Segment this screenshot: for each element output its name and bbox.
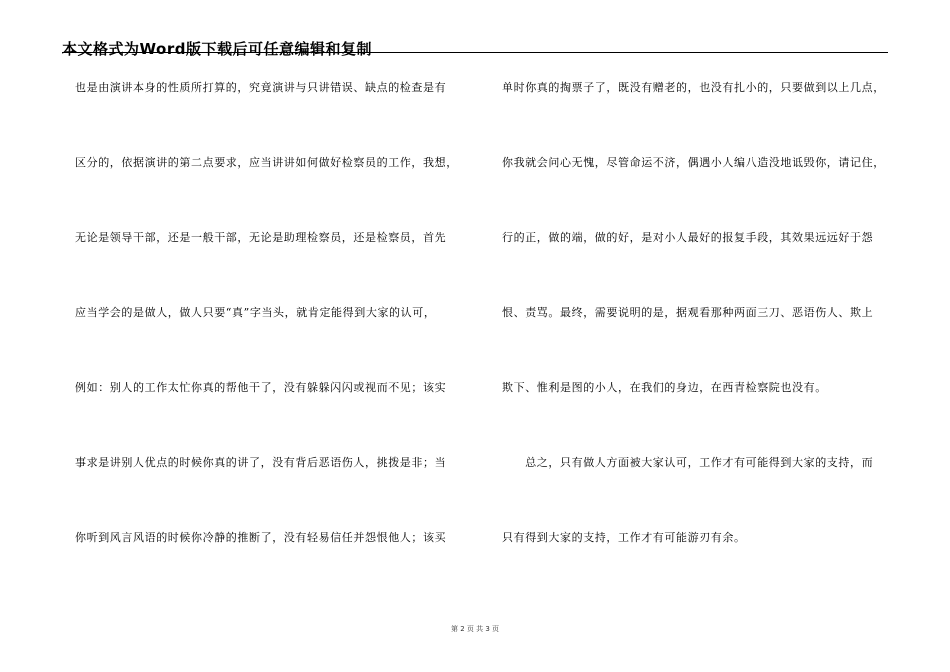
body-text-line: 也是由演讲本身的性质所打算的，究竟演讲与只讲错误、缺点的检查是有	[75, 81, 447, 94]
page-number: 第 2 页 共 3 页	[450, 625, 500, 633]
header-divider	[62, 52, 888, 53]
body-text-line: 欺下、惟利是图的小人，在我们的身边，在西青检察院也没有。	[502, 381, 827, 394]
body-text-line: 应当学会的是做人，做人只要“真”字当头，就肯定能得到大家的认可，	[75, 306, 436, 319]
body-text-line: 区分的，依据演讲的第二点要求，应当讲讲如何做好检察员的工作，我想，	[75, 156, 458, 169]
body-text-line: 无论是领导干部，还是一般干部，无论是助理检察员，还是检察员，首先	[75, 231, 447, 244]
body-text-line: 恨、责骂。最终，需要说明的是，据观看那种两面三刀、恶语伤人、欺上	[502, 306, 874, 319]
body-text-line: 单时你真的掏票子了，既没有赠老的，也没有扎小的，只要做到以上几点，	[502, 81, 885, 94]
body-text-line: 你听到风言风语的时候你冷静的推断了，没有轻易信任并怨恨他人；该买	[75, 531, 447, 544]
body-text-line: 行的正，做的端，做的好，是对小人最好的报复手段，其效果远远好于怨	[502, 231, 874, 244]
body-text-line: 只有得到大家的支持，工作才有可能游刃有余。	[502, 531, 746, 544]
body-text-line: 总之，只有做人方面被大家认可，工作才有可能得到大家的支持，而	[502, 456, 874, 469]
page-header-title: 本文格式为Word版下载后可任意编辑和复制	[62, 40, 372, 58]
body-text-line: 你我就会问心无愧，尽管命运不济，偶遇小人编八造没地诋毁你，请记住，	[502, 156, 885, 169]
body-text-line: 例如：别人的工作太忙你真的帮他干了，没有躲躲闪闪或视而不见；该实	[75, 381, 447, 394]
body-text-line: 事求是讲别人优点的时候你真的讲了，没有背后恶语伤人，挑拨是非；当	[75, 456, 447, 469]
